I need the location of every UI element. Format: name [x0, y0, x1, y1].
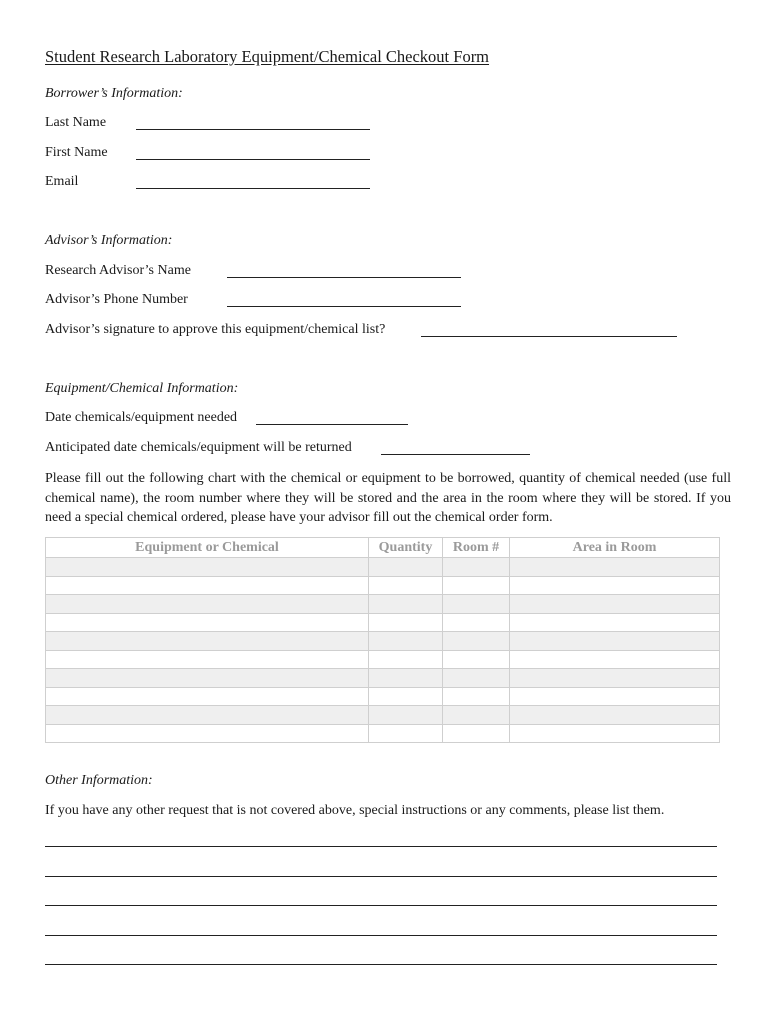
table-row	[46, 613, 720, 632]
table-row	[46, 669, 720, 688]
last-name-field[interactable]	[136, 129, 370, 130]
date-needed-field[interactable]	[256, 424, 408, 425]
table-cell[interactable]	[369, 724, 443, 743]
borrower-heading: Borrower’s Information:	[45, 86, 183, 101]
table-row	[46, 632, 720, 651]
table-cell[interactable]	[443, 595, 510, 614]
table-row	[46, 576, 720, 595]
table-cell[interactable]	[369, 706, 443, 725]
table-cell[interactable]	[443, 632, 510, 651]
advisor-signature-field[interactable]	[421, 336, 677, 337]
advisor-phone-field[interactable]	[227, 306, 461, 307]
table-cell[interactable]	[443, 687, 510, 706]
table-row	[46, 558, 720, 577]
table-row	[46, 706, 720, 725]
table-cell[interactable]	[369, 632, 443, 651]
table-row	[46, 687, 720, 706]
advisor-heading: Advisor’s Information:	[45, 233, 173, 248]
table-cell[interactable]	[46, 650, 369, 669]
table-cell[interactable]	[443, 613, 510, 632]
table-cell[interactable]	[510, 613, 720, 632]
column-header: Quantity	[369, 538, 443, 558]
table-cell[interactable]	[510, 558, 720, 577]
other-prompt: If you have any other request that is not covered above, special instructions or any comments, please list them.	[45, 803, 665, 818]
table-cell[interactable]	[510, 595, 720, 614]
table-cell[interactable]	[443, 724, 510, 743]
table-cell[interactable]	[510, 687, 720, 706]
first-name-field[interactable]	[136, 159, 370, 160]
other-heading: Other Information:	[45, 773, 153, 788]
table-cell[interactable]	[46, 706, 369, 725]
table-cell[interactable]	[443, 706, 510, 725]
table-row	[46, 724, 720, 743]
date-returned-label: Anticipated date chemicals/equipment will be returned	[45, 440, 352, 455]
instructions-paragraph: Please fill out the following chart with the chemical or equipment to be borrowed, quantity of chemical needed (use full chemical name), the room number where they will be stored and the area in the room where they will be stored. If you need a special chemical ordered, please have your advisor fill out the chemical order form.	[45, 471, 731, 525]
advisor-name-label: Research Advisor’s Name	[45, 263, 191, 278]
advisor-phone-label: Advisor’s Phone Number	[45, 292, 188, 307]
table-cell[interactable]	[369, 650, 443, 669]
table-cell[interactable]	[46, 576, 369, 595]
date-needed-label: Date chemicals/equipment needed	[45, 410, 238, 425]
advisor-signature-label: Advisor’s signature to approve this equipment/chemical list?	[45, 322, 386, 337]
table-cell[interactable]	[46, 613, 369, 632]
page-title: Student Research Laboratory Equipment/Chemical Checkout Form	[45, 47, 490, 66]
table-cell[interactable]	[46, 595, 369, 614]
table-cell[interactable]	[369, 687, 443, 706]
table-cell[interactable]	[46, 724, 369, 743]
table-cell[interactable]	[46, 558, 369, 577]
advisor-name-field[interactable]	[227, 277, 461, 278]
table-cell[interactable]	[510, 650, 720, 669]
comment-line[interactable]	[45, 964, 717, 965]
email-field[interactable]	[136, 188, 370, 189]
comment-line[interactable]	[45, 935, 717, 936]
table-row	[46, 595, 720, 614]
table-cell[interactable]	[369, 576, 443, 595]
table-cell[interactable]	[510, 632, 720, 651]
table-cell[interactable]	[369, 669, 443, 688]
table-row	[46, 650, 720, 669]
table-cell[interactable]	[369, 613, 443, 632]
first-name-label: First Name	[45, 145, 108, 160]
comment-line[interactable]	[45, 876, 717, 877]
table-cell[interactable]	[369, 558, 443, 577]
table-cell[interactable]	[443, 558, 510, 577]
table-cell[interactable]	[510, 669, 720, 688]
date-returned-field[interactable]	[381, 454, 530, 455]
equipment-heading: Equipment/Chemical Information:	[45, 381, 239, 396]
comment-line[interactable]	[45, 905, 717, 906]
table-cell[interactable]	[46, 687, 369, 706]
table-cell[interactable]	[510, 706, 720, 725]
column-header: Area in Room	[510, 538, 720, 558]
table-cell[interactable]	[443, 669, 510, 688]
table-cell[interactable]	[510, 724, 720, 743]
last-name-label: Last Name	[45, 115, 107, 130]
table-cell[interactable]	[46, 669, 369, 688]
column-header: Equipment or Chemical	[46, 538, 369, 558]
comment-line[interactable]	[45, 846, 717, 847]
table-cell[interactable]	[510, 576, 720, 595]
equipment-table	[45, 537, 720, 743]
table-cell[interactable]	[369, 595, 443, 614]
table-cell[interactable]	[443, 576, 510, 595]
table-cell[interactable]	[443, 650, 510, 669]
table-header-row	[46, 538, 720, 558]
table-cell[interactable]	[46, 632, 369, 651]
email-label: Email	[45, 174, 79, 189]
column-header: Room #	[443, 538, 510, 558]
